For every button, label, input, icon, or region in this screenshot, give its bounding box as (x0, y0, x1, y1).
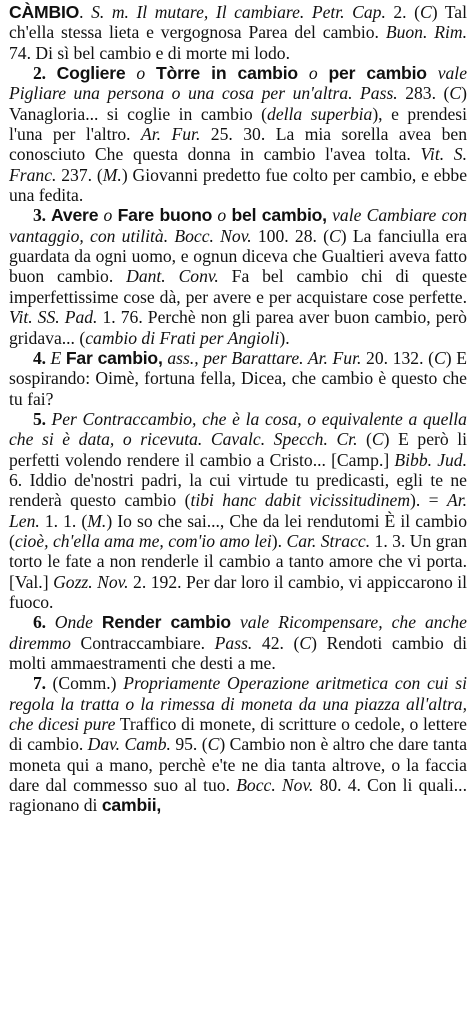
text-run: Contraccambiare. (70, 632, 215, 653)
italic-text: vale Ricompensare, che anche diremmo (9, 612, 467, 653)
text-run: 1. 1. ( (39, 510, 88, 531)
text-run: Fa bel cambio chi di queste imperfettissime cose dà, per avere e per acquistare cose perfette. (9, 266, 467, 307)
text-run: 6. Iddio de'nostri padri, la cui virtude tu predicasti, egli te ne renderà questo cambio ( (9, 469, 467, 511)
italic-text: Propriamente Operazione aritmetica con cui si regola la tratta o la rimessa di moneta da una piazza all'altra, che dicesi pure (9, 673, 467, 735)
text-run: ) Vanagloria... si coglie in cambio ( (9, 83, 467, 124)
text-run (46, 63, 57, 83)
italic-text: C (371, 429, 384, 450)
sense-number: 5. (33, 408, 46, 429)
text-run: 20. 132. ( (361, 347, 434, 368)
bold-phrase: Avere (51, 205, 99, 226)
italic-text: Bibb. Jud. (394, 449, 468, 470)
italic-text: Per Contraccambio, che è la cosa, o equivalente a quella che si è data, o ricevuta. Cavalc. Specch. Cr. (9, 408, 467, 450)
text-run: 2. 192. Per dar loro il cambio, vi appiccarono il fuoco. (9, 571, 467, 612)
text-run: 1. 3. Un gran torto le fate a non renderle il cambio a tanto amore che vi porta. [Val.] (9, 530, 468, 592)
text-run: ) Cambio non è altro che dare tanta moneta qui a mano, perchè e'te ne dia tanta altrove, o la faccia dare dal commesso suo al tuo. (9, 734, 468, 796)
sense-number: 7. (33, 673, 46, 694)
bold-phrase: per cambio (328, 63, 427, 84)
bold-phrase: Tòrre in cambio (156, 63, 298, 84)
italic-text: Vit. S. Franc. (9, 144, 467, 185)
text-run: ( (357, 429, 372, 450)
italic-text: M. (102, 164, 122, 185)
text-run: ). (279, 327, 290, 348)
italic-text: C (419, 2, 432, 22)
italic-text: Ar. Fur. (141, 124, 201, 145)
italic-text: o (308, 63, 318, 84)
text-run: 1. 76. Perchè non gli parea aver buon cambio, però gridava... ( (9, 307, 467, 348)
entry-sense-4 (9, 348, 467, 409)
italic-text: C (299, 632, 312, 653)
italic-text: E (50, 347, 62, 368)
italic-text: cambio di Frati per Angioli (85, 327, 280, 348)
italic-text: C (449, 83, 462, 104)
bold-phrase: Fare buono (117, 205, 213, 226)
entry-headword-cambio (9, 2, 467, 63)
italic-text: o (136, 63, 146, 84)
italic-text: tibi hanc dabit vicissitudinem (190, 490, 411, 511)
bold-phrase: Cogliere (56, 63, 126, 84)
text-run: Traffico di monete, di scritture o cedole, o lettere di cambio. (9, 714, 467, 755)
italic-text: vale Cambiare con vantaggio, con utilità. Bocc. Nov. (9, 205, 467, 246)
italic-text: M. (87, 510, 107, 531)
text-run: 237. ( (56, 164, 103, 185)
entry-sense-7 (9, 673, 467, 815)
text-run: ) Rendoti cambio di molti ammaestramenti che desti a me. (9, 632, 467, 673)
text-run (318, 63, 329, 83)
text-run: 2. ( (385, 2, 420, 22)
text-run: ) Io so che sai..., Che da lei rendutomi È il cambio ( (9, 510, 467, 551)
text-run (125, 63, 136, 83)
entry-sense-5 (9, 409, 467, 612)
italic-text: C (329, 225, 341, 246)
entry-sense-3 (9, 205, 467, 347)
bold-phrase: Far cambio, (65, 347, 163, 368)
italic-text: Car. Stracc. (286, 530, 371, 551)
italic-text: Pass. (214, 632, 253, 653)
text-run: 25. 30. La mia sorella avea ben conosciuto Che questa donna in cambio l'avea tolta. (9, 124, 467, 165)
headword: CÀMBIO (9, 2, 80, 22)
text-run (427, 63, 438, 83)
italic-text: ass., per Barattare. Ar. Fur. (167, 347, 362, 368)
sense-number: 4. (33, 347, 46, 368)
text-run: ) La fanciulla era guardata da ogni uomo, e ognun diceva che Gualtieri aveva fatto buon cambio. (9, 225, 468, 287)
text-run: 283. ( (397, 83, 450, 104)
italic-text: Bocc. Nov. (236, 775, 314, 796)
text-run (93, 612, 102, 632)
italic-text: cioè, ch'ella ama me, com'io amo lei (14, 530, 272, 551)
text-run (145, 63, 156, 83)
text-run: ), e prendesi l'una per l'altro. (9, 103, 468, 145)
italic-text: vale Pigliare una persona o una cosa per un'altra. Pass. (9, 63, 468, 104)
text-run (231, 612, 240, 632)
text-run: ) E però li perfetti volendo rendere il cambio a Cristo... [Camp.] (9, 429, 468, 470)
italic-text: Ar. Len. (9, 490, 467, 531)
text-run: . (79, 2, 92, 22)
text-run: 80. 4. Con li quali... ragionano di (9, 775, 467, 816)
italic-text: C (433, 347, 446, 368)
text-run: ). (271, 530, 287, 551)
italic-text: C (207, 734, 220, 755)
bold-phrase: cambii, (101, 795, 162, 816)
text-run: 95. ( (170, 734, 208, 755)
italic-text: o (217, 205, 227, 226)
sense-number: 6. (33, 612, 46, 633)
italic-text: Vit. SS. Pad. (9, 307, 98, 328)
sense-number: 3. (33, 205, 46, 226)
italic-text: Buon. Rim. (385, 22, 467, 43)
bold-phrase: Render cambio (101, 612, 231, 633)
italic-text: Onde (54, 612, 93, 633)
italic-text: Dav. Camb. (87, 734, 171, 755)
text-run: 74. Di sì bel cambio e di morte mi lodo. (9, 42, 290, 63)
text-run: (Comm.) (45, 673, 124, 694)
italic-text: S. m. Il mutare, Il cambiare. Petr. Cap. (91, 2, 386, 22)
italic-text: Dant. Conv. (126, 266, 219, 287)
text-run: 100. 28. ( (251, 225, 330, 246)
entry-sense-2 (9, 63, 467, 205)
italic-text: Gozz. Nov. (53, 571, 129, 592)
italic-text: della superbia (267, 103, 373, 124)
text-run (298, 63, 309, 83)
text-run: 42. ( (252, 632, 300, 653)
bold-phrase: bel cambio, (231, 205, 327, 226)
entry-sense-6 (9, 612, 467, 673)
text-run (46, 612, 55, 632)
sense-number: 2. (33, 63, 46, 84)
text-run: ). = (410, 490, 447, 511)
text-run: ) Giovanni predetto fue colto per cambio, e ebbe una fedita. (9, 164, 467, 206)
text-run: ) Tal ch'ella stessa lieta e vergognosa Parea del cambio. (9, 2, 468, 43)
italic-text: o (103, 205, 113, 226)
text-run: ) E sospirando: Oimè, fortuna fella, Dicea, che cambio è questo che tu fai? (9, 347, 467, 409)
